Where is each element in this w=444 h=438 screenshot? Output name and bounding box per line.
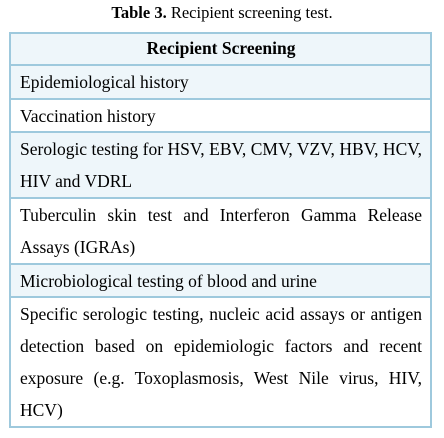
caption-text: Recipient screening test. [166, 3, 333, 22]
recipient-screening-table [9, 32, 432, 428]
table-row: Tuberculin skin test and Interferon Gamma Release Assays (IGRAs) [11, 197, 430, 263]
table-row: Serologic testing for HSV, EBV, CMV, VZV, HBV, HCV, HIV and VDRL [11, 131, 430, 197]
table-header: Recipient Screening [11, 34, 430, 64]
table-row: Vaccination history [11, 98, 430, 131]
table-caption [0, 3, 444, 23]
table-row: Epidemiological history [11, 64, 430, 98]
table-row: Microbiological testing of blood and urine [11, 263, 430, 296]
caption-label: Table 3. [111, 3, 167, 22]
table-row: Specific serologic testing, nucleic acid assays or antigen detection based on epidemiologic factors and recent exposure (e.g. Toxoplasmosis, West Nile virus, HIV, HCV) [11, 296, 430, 426]
